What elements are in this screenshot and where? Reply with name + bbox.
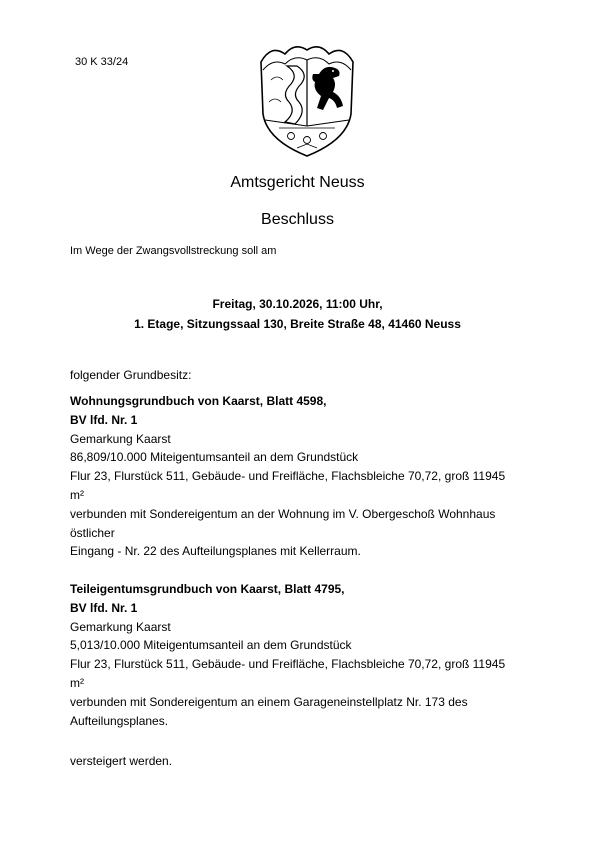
court-name: Amtsgericht Neuss	[230, 174, 365, 191]
appointment-location: 1. Etage, Sitzungssaal 130, Breite Straße 48, 41460 Neuss	[134, 317, 461, 331]
intro-text: Im Wege der Zwangsvollstreckung soll am	[70, 245, 277, 257]
property-2-bv: BV lfd. Nr. 1	[70, 600, 138, 615]
property-2-flur-line-2: m²	[70, 675, 84, 690]
property-intro: folgender Grundbesitz:	[70, 368, 192, 382]
outro-text: versteigert werden.	[70, 754, 173, 768]
property-1-gemarkung: Gemarkung Kaarst	[70, 431, 171, 446]
property-2-flur-line-1: Flur 23, Flurstück 511, Gebäude- und Freifläche, Flachsbleiche 70,72, groß 11945	[70, 657, 506, 672]
property-1-bv: BV lfd. Nr. 1	[70, 412, 138, 427]
property-block-2	[70, 580, 520, 730]
property-1-share: 86,809/10.000 Miteigentumsanteil an dem Grundstück	[70, 450, 359, 465]
property-2-desc-line-2: Aufteilungsplanes.	[70, 713, 169, 728]
property-1-heading: Wohnungsgrundbuch von Kaarst, Blatt 4598,	[70, 394, 327, 408]
property-2-gemarkung: Gemarkung Kaarst	[70, 619, 171, 634]
nrw-coat-of-arms-icon	[257, 40, 357, 158]
property-1-flur-line-1: Flur 23, Flurstück 511, Gebäude- und Freifläche, Flachsbleiche 70,72, groß 11945	[70, 469, 506, 484]
property-1-desc-line-2: östlicher	[70, 525, 115, 540]
property-block-1	[70, 392, 520, 561]
property-2-heading: Teileigentumsgrundbuch von Kaarst, Blatt 4795,	[70, 582, 345, 596]
case-reference: 30 K 33/24	[75, 56, 129, 68]
appointment-date: Freitag, 30.10.2026, 11:00 Uhr,	[212, 297, 383, 311]
property-1-desc-line-1: verbunden mit Sondereigentum an der Wohnung im V. Obergeschoß Wohnhaus	[70, 506, 496, 521]
property-1-desc-line-3: Eingang - Nr. 22 des Aufteilungsplanes mit Kellerraum.	[70, 544, 361, 559]
property-2-desc-line-1: verbunden mit Sondereigentum an einem Garageneinstellplatz Nr. 173 des	[70, 694, 468, 709]
document-title: Beschluss	[261, 211, 334, 228]
property-1-flur-line-2: m²	[70, 487, 84, 502]
property-2-share: 5,013/10.000 Miteigentumsanteil an dem Grundstück	[70, 638, 352, 653]
